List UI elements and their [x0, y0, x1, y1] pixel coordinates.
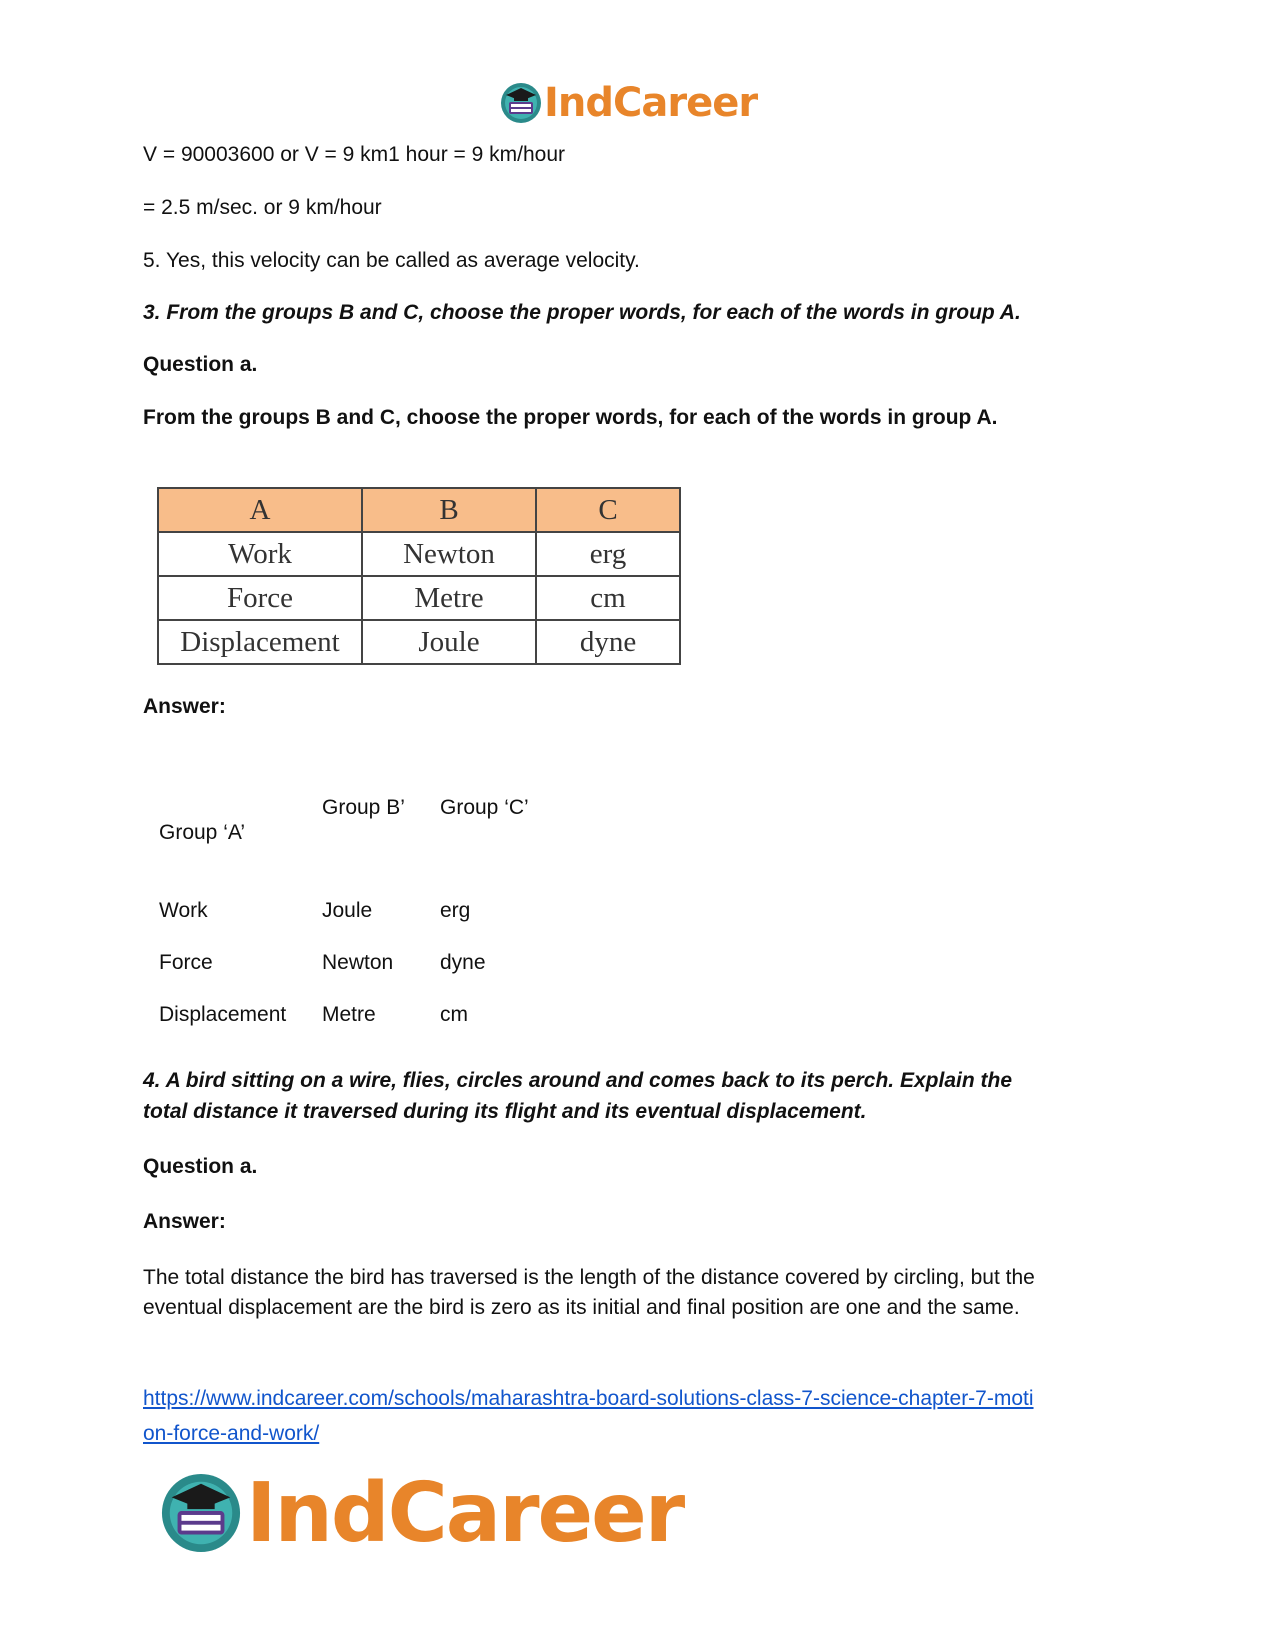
answer-table-cell: dyne	[440, 951, 486, 974]
indcareer-logo-bottom	[160, 1465, 700, 1561]
question-table-cell: erg	[536, 532, 680, 576]
question-table-cell: Joule	[362, 620, 536, 664]
answer-table-header: Group ‘C’	[440, 796, 529, 819]
logo-wordmark: IndCareer	[246, 1465, 684, 1561]
question-4-heading-line-1: 4. A bird sitting on a wire, flies, circles around and comes back to its perch. Explain the	[143, 1069, 1012, 1092]
question-3-prompt: From the groups B and C, choose the proper words, for each of the words in group A.	[143, 406, 998, 429]
source-link-line-1[interactable]: https://www.indcareer.com/schools/maharashtra-board-solutions-class-7-science-chapter-7-moti	[143, 1387, 1034, 1410]
source-link-line-2[interactable]: on-force-and-work/	[143, 1422, 320, 1445]
question-table-header: B	[362, 488, 536, 532]
question-table-header: A	[158, 488, 362, 532]
velocity-line-1: V = 90003600 or V = 9 km1 hour = 9 km/hour	[143, 143, 566, 166]
answer-table-cell: cm	[440, 1003, 468, 1026]
answer-table-cell: Joule	[322, 899, 373, 922]
question-3-sub: Question a.	[143, 353, 258, 376]
answer-table-cell: Displacement	[159, 1003, 287, 1026]
question-3-heading: 3. From the groups B and C, choose the proper words, for each of the words in group A.	[143, 301, 1021, 324]
question-table-cell: dyne	[536, 620, 680, 664]
answer-table-cell: erg	[440, 899, 471, 922]
answer-5: 5. Yes, this velocity can be called as average velocity.	[143, 249, 640, 272]
answer-4-line-2: eventual displacement are the bird is zero as its initial and final position are one and the same.	[143, 1296, 1020, 1319]
graduation-book-icon	[160, 1472, 242, 1554]
question-table-row	[158, 532, 680, 576]
question-table-row	[158, 620, 680, 664]
question-table-header-row	[158, 488, 680, 532]
answer-label-1: Answer:	[143, 695, 226, 718]
question-table-header: C	[536, 488, 680, 532]
velocity-line-2: = 2.5 m/sec. or 9 km/hour	[143, 196, 382, 219]
question-table-cell: Work	[158, 532, 362, 576]
question-table-cell: cm	[536, 576, 680, 620]
answer-4-line-1: The total distance the bird has traversed is the length of the distance covered by circling, but the	[143, 1266, 1035, 1289]
question-table-cell: Force	[158, 576, 362, 620]
answer-table-header: Group ‘A’	[159, 821, 245, 844]
question-4-heading-line-2: total distance it traversed during its flight and its eventual displacement.	[143, 1100, 867, 1123]
answer-table-cell: Newton	[322, 951, 394, 974]
answer-label-2: Answer:	[143, 1210, 226, 1233]
indcareer-logo-top	[500, 80, 780, 126]
answer-table-cell: Force	[159, 951, 213, 974]
answer-table-cell: Metre	[322, 1003, 376, 1026]
question-table-row	[158, 576, 680, 620]
answer-table-header: Group B’	[322, 796, 405, 819]
question-table-cell: Newton	[362, 532, 536, 576]
graduation-book-icon	[500, 82, 542, 124]
logo-wordmark: IndCareer	[544, 80, 758, 126]
answer-table-cell: Work	[159, 899, 208, 922]
question-table	[157, 487, 681, 665]
question-table-cell: Displacement	[158, 620, 362, 664]
question-table-cell: Metre	[362, 576, 536, 620]
question-4-sub: Question a.	[143, 1155, 258, 1178]
